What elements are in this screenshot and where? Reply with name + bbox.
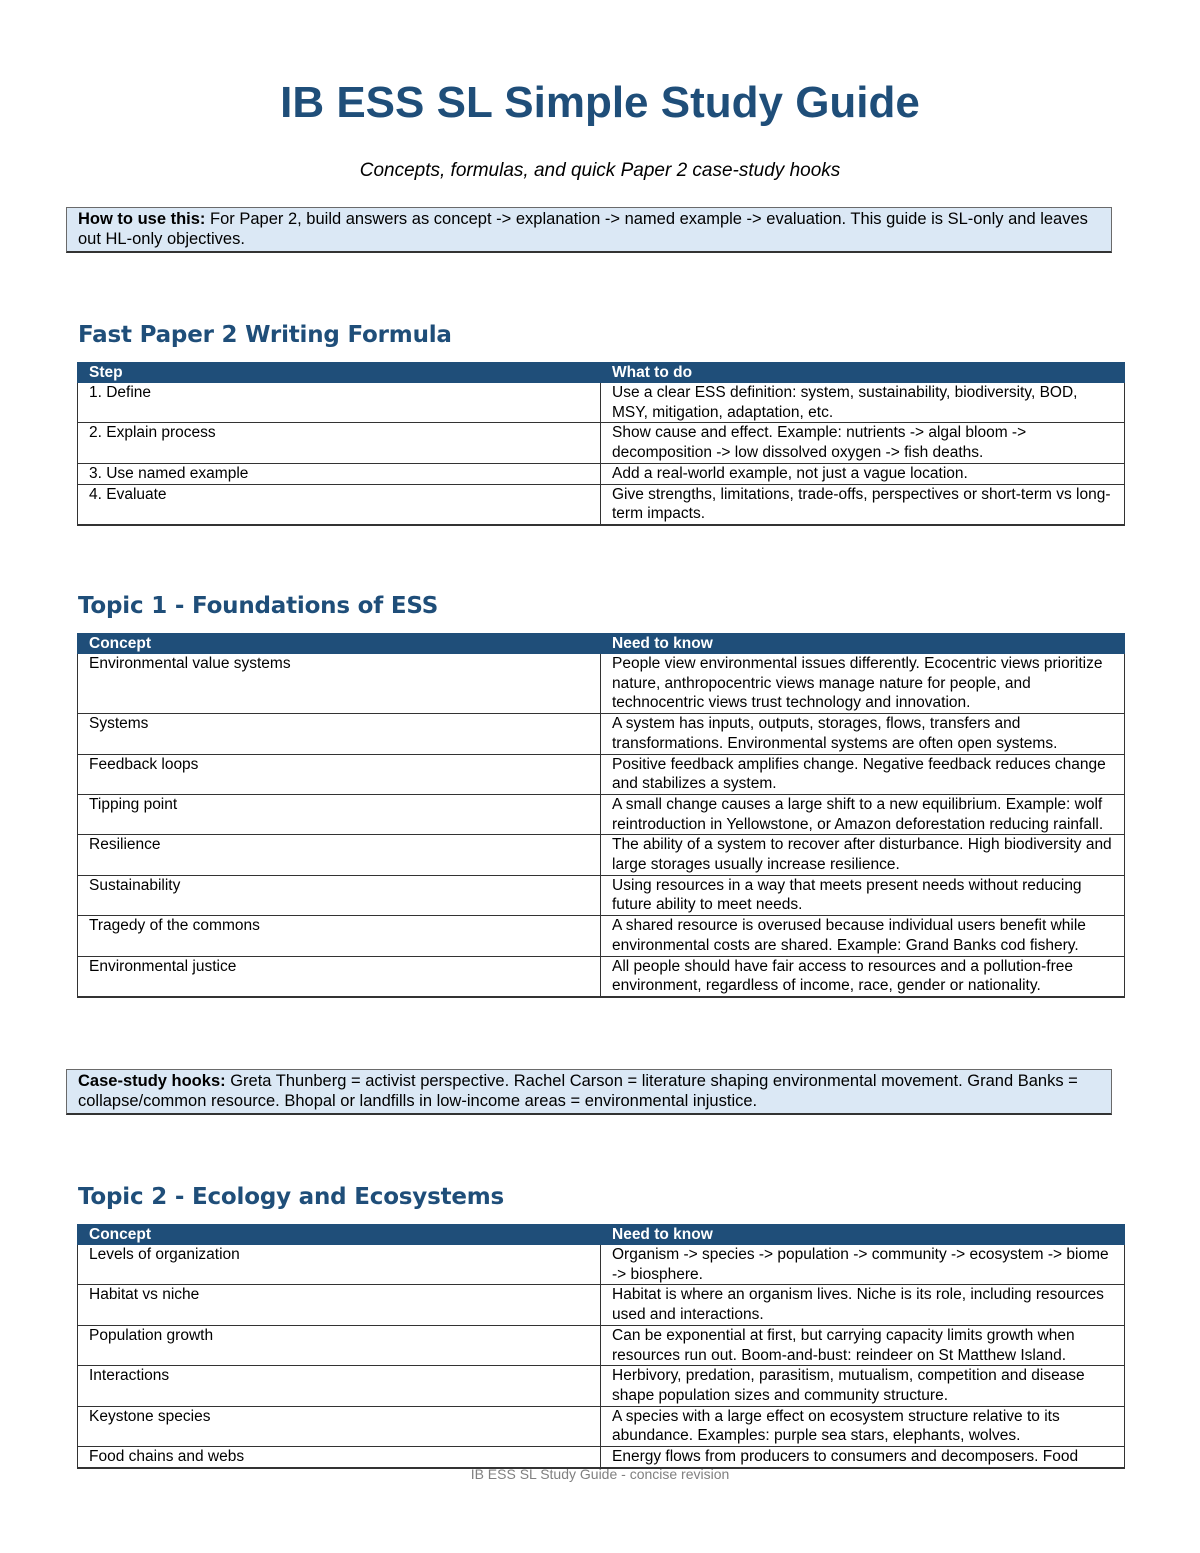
table-cell-term: Interactions [78, 1366, 601, 1406]
table-cell-description: Positive feedback amplifies change. Negative feedback reduces change and stabilizes a system. [601, 754, 1125, 794]
table-cell-description: Can be exponential at first, but carrying capacity limits growth when resources run out. Boom-and-bust: reindeer on St Matthew Island. [601, 1325, 1125, 1365]
table-header-row [78, 363, 1125, 383]
page-footer: IB ESS SL Study Guide - concise revision [470, 1466, 730, 1482]
table-row [78, 423, 1125, 463]
table-header-row [78, 634, 1125, 654]
table-row [78, 956, 1125, 997]
column-header-step: Step [78, 363, 601, 383]
how-to-label: How to use this: [78, 210, 206, 228]
table-cell-term: 1. Define [78, 383, 601, 423]
table-cell-description: All people should have fair access to resources and a pollution-free environment, regardless of income, race, gender or nationality. [601, 956, 1125, 997]
how-to-text: For Paper 2, build answers as concept -> explanation -> named example -> evaluation. This guide is SL-only and leaves out HL-only objectives. [78, 210, 1088, 248]
topic1-heading: Topic 1 - Foundations of ESS [78, 593, 439, 619]
topic2-table [77, 1224, 1125, 1469]
case-hooks-label: Case-study hooks: [78, 1072, 226, 1090]
table-cell-description: Use a clear ESS definition: system, sustainability, biodiversity, BOD, MSY, mitigation, adaptation, etc. [601, 383, 1125, 423]
page-subtitle: Concepts, formulas, and quick Paper 2 case-study hooks [359, 160, 841, 181]
column-header-need-to-know: Need to know [601, 1225, 1125, 1245]
table-cell-description: A shared resource is overused because individual users benefit while environmental costs are shared. Example: Grand Banks cod fishery. [601, 916, 1125, 956]
column-header-concept: Concept [78, 1225, 601, 1245]
table-cell-term: Feedback loops [78, 754, 601, 794]
table-row [78, 654, 1125, 714]
table-header-row [78, 1225, 1125, 1245]
table-row [78, 1325, 1125, 1365]
table-cell-term: Systems [78, 714, 601, 754]
table-cell-description: Organism -> species -> population -> community -> ecosystem -> biome -> biosphere. [601, 1245, 1125, 1285]
table-row [78, 875, 1125, 915]
page-title: IB ESS SL Simple Study Guide [280, 78, 920, 127]
column-header-concept: Concept [78, 634, 601, 654]
table-cell-term: 2. Explain process [78, 423, 601, 463]
table-cell-term: 3. Use named example [78, 463, 601, 484]
table-cell-description: Energy flows from producers to consumers and decomposers. Food [601, 1447, 1125, 1468]
case-study-hooks-callout [66, 1069, 1112, 1115]
table-cell-description: Add a real-world example, not just a vague location. [601, 463, 1125, 484]
table-row [78, 916, 1125, 956]
table-row [78, 1366, 1125, 1406]
table-cell-description: Give strengths, limitations, trade-offs, perspectives or short-term vs long-term impacts. [601, 484, 1125, 525]
table-cell-description: A small change causes a large shift to a new equilibrium. Example: wolf reintroduction in Yellowstone, or Amazon deforestation reducing rainfall. [601, 794, 1125, 834]
table-cell-term: Food chains and webs [78, 1447, 601, 1468]
formula-section-heading: Fast Paper 2 Writing Formula [78, 322, 452, 348]
table-row [78, 835, 1125, 875]
table-cell-term: Environmental justice [78, 956, 601, 997]
formula-table [77, 362, 1125, 526]
table-cell-term: Sustainability [78, 875, 601, 915]
table-cell-term: Keystone species [78, 1406, 601, 1446]
table-row [78, 1245, 1125, 1285]
how-to-use-callout [66, 207, 1112, 253]
table-row [78, 714, 1125, 754]
table-row [78, 463, 1125, 484]
table-row [78, 754, 1125, 794]
table-cell-description: Herbivory, predation, parasitism, mutualism, competition and disease shape population sizes and community structure. [601, 1366, 1125, 1406]
table-row [78, 1406, 1125, 1446]
table-row [78, 794, 1125, 834]
table-cell-term: Tragedy of the commons [78, 916, 601, 956]
table-cell-term: Population growth [78, 1325, 601, 1365]
table-row [78, 1447, 1125, 1468]
table-cell-term: Tipping point [78, 794, 601, 834]
table-cell-term: Habitat vs niche [78, 1285, 601, 1325]
column-header-what-to-do: What to do [601, 363, 1125, 383]
table-cell-description: The ability of a system to recover after disturbance. High biodiversity and large storages usually increase resilience. [601, 835, 1125, 875]
table-cell-description: Using resources in a way that meets present needs without reducing future ability to meet needs. [601, 875, 1125, 915]
table-cell-term: Resilience [78, 835, 601, 875]
table-cell-term: Environmental value systems [78, 654, 601, 714]
table-row [78, 1285, 1125, 1325]
table-row [78, 484, 1125, 525]
table-row [78, 383, 1125, 423]
case-hooks-text: Greta Thunberg = activist perspective. Rachel Carson = literature shaping environmental movement. Grand Banks = collapse/common resource. Bhopal or landfills in low-income areas = environmental injustice. [78, 1072, 1078, 1110]
table-cell-term: 4. Evaluate [78, 484, 601, 525]
topic2-heading: Topic 2 - Ecology and Ecosystems [78, 1184, 505, 1210]
column-header-need-to-know: Need to know [601, 634, 1125, 654]
table-cell-description: People view environmental issues differently. Ecocentric views prioritize nature, anthropocentric views manage nature for people, and technocentric views trust technology and innovation. [601, 654, 1125, 714]
table-cell-description: Habitat is where an organism lives. Niche is its role, including resources used and interactions. [601, 1285, 1125, 1325]
table-cell-description: Show cause and effect. Example: nutrients -> algal bloom -> decomposition -> low dissolved oxygen -> fish deaths. [601, 423, 1125, 463]
table-cell-description: A system has inputs, outputs, storages, flows, transfers and transformations. Environmental systems are often open systems. [601, 714, 1125, 754]
topic1-table [77, 633, 1125, 998]
table-cell-description: A species with a large effect on ecosystem structure relative to its abundance. Examples: purple sea stars, elephants, wolves. [601, 1406, 1125, 1446]
table-cell-term: Levels of organization [78, 1245, 601, 1285]
